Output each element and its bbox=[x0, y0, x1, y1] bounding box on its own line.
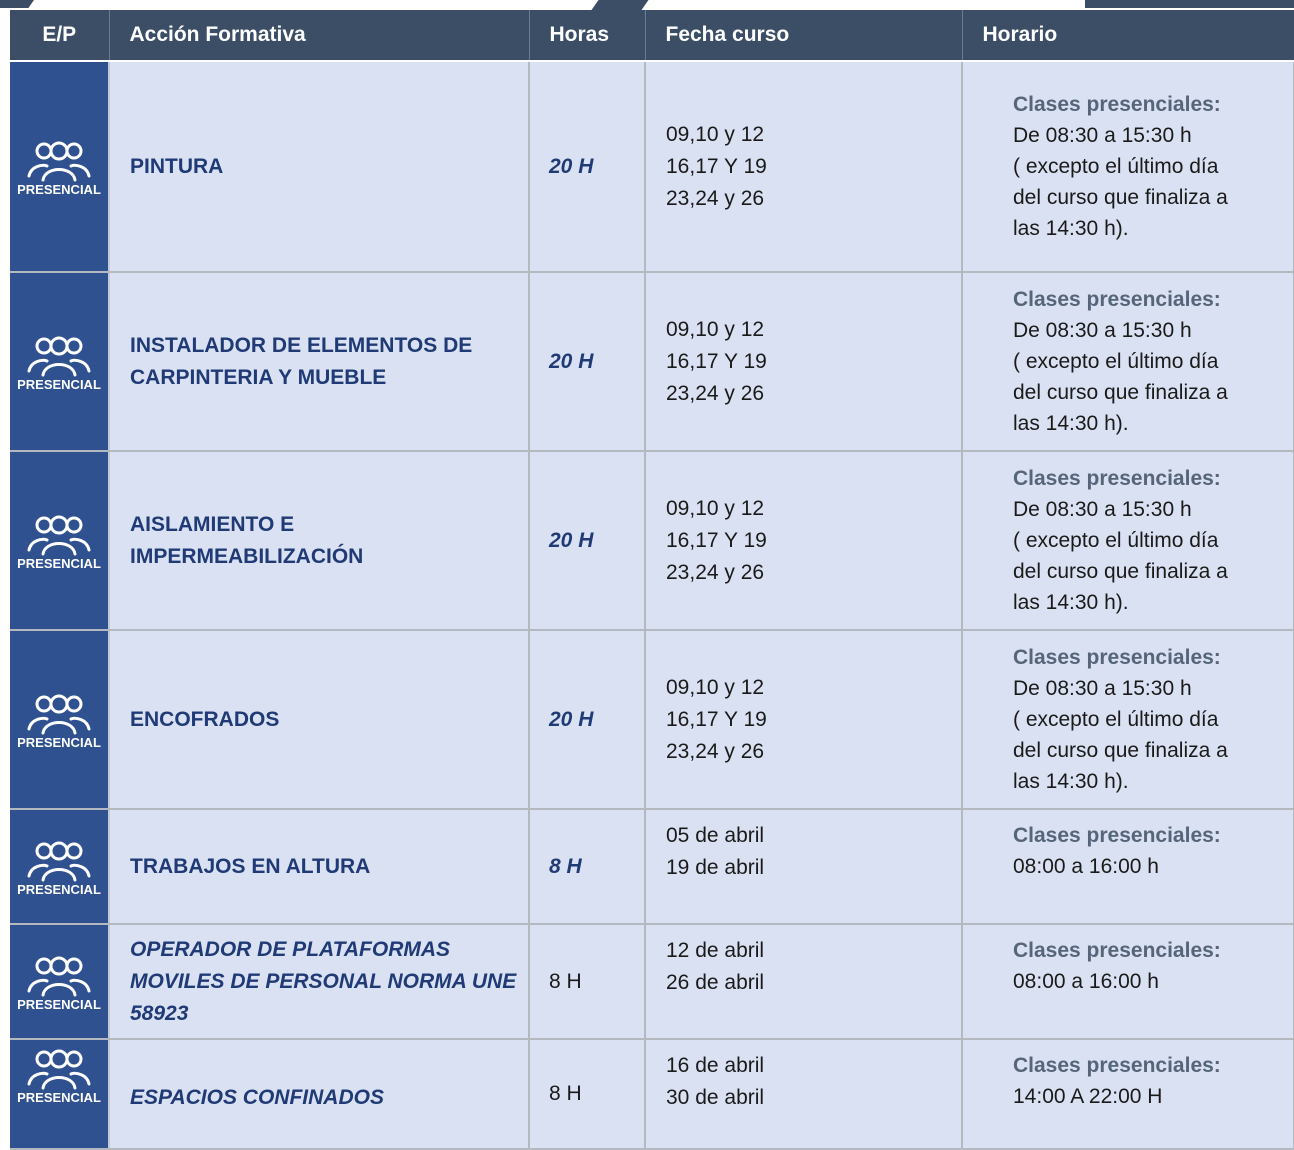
people-group-icon bbox=[23, 136, 95, 184]
mode-cell bbox=[10, 272, 109, 451]
date-line: 09,10 y 12 bbox=[666, 675, 765, 699]
course-hours: 8 H bbox=[549, 969, 582, 993]
schedule-line: ( excepto el último día bbox=[1013, 708, 1219, 731]
schedule-title: Clases presenciales: bbox=[1013, 467, 1221, 490]
people-group-icon bbox=[23, 836, 95, 884]
date-cell bbox=[645, 451, 962, 630]
schedule-line: las 14:30 h). bbox=[1013, 217, 1129, 240]
date-line: 26 de abril bbox=[666, 971, 765, 994]
course-cell bbox=[109, 630, 529, 809]
header-schedule: Horario bbox=[962, 10, 1294, 61]
header-hours: Horas bbox=[529, 10, 645, 61]
schedule-line: De 08:30 a 15:30 h bbox=[1013, 498, 1192, 521]
date-line: 12 de abril bbox=[666, 939, 765, 962]
schedule-cell bbox=[962, 924, 1294, 1039]
schedule-cell bbox=[962, 451, 1294, 630]
course-cell bbox=[109, 1039, 529, 1149]
course-name: AISLAMIENTO E IMPERMEABILIZACIÓN bbox=[130, 512, 364, 568]
mode-cell bbox=[10, 924, 109, 1039]
schedule-line: ( excepto el último día bbox=[1013, 529, 1219, 552]
schedule-title: Clases presenciales: bbox=[1013, 288, 1221, 311]
date-cell bbox=[645, 809, 962, 924]
schedule-cell bbox=[962, 61, 1294, 272]
schedule-title: Clases presenciales: bbox=[1013, 93, 1221, 116]
schedule-title: Clases presenciales: bbox=[1013, 646, 1221, 669]
schedule-line: De 08:30 a 15:30 h bbox=[1013, 677, 1192, 700]
mode-cell bbox=[10, 809, 109, 924]
course-cell bbox=[109, 272, 529, 451]
table-row bbox=[10, 272, 1294, 451]
mode-label: PRESENCIAL bbox=[17, 735, 101, 750]
date-line: 23,24 y 26 bbox=[666, 560, 765, 584]
course-hours: 8 H bbox=[549, 1082, 582, 1105]
header-date: Fecha curso bbox=[645, 10, 962, 61]
mode-label: PRESENCIAL bbox=[17, 377, 101, 392]
schedule-cell bbox=[962, 630, 1294, 809]
mode-cell bbox=[10, 630, 109, 809]
course-hours: 20 H bbox=[549, 528, 594, 552]
top-decoration bbox=[0, 0, 1294, 10]
schedule-line: del curso que finaliza a bbox=[1013, 186, 1228, 209]
course-name: OPERADOR DE PLATAFORMAS MOVILES DE PERSONAL NORMA UNE 58923 bbox=[130, 937, 517, 1025]
schedule-title: Clases presenciales: bbox=[1013, 939, 1221, 962]
people-group-icon bbox=[23, 331, 95, 379]
mode-label: PRESENCIAL bbox=[17, 556, 101, 571]
hours-cell bbox=[529, 809, 645, 924]
schedule-line: 14:00 A 22:00 H bbox=[1013, 1085, 1163, 1108]
course-hours: 20 H bbox=[549, 707, 594, 731]
people-group-icon bbox=[23, 1044, 95, 1092]
schedule-line: ( excepto el último día bbox=[1013, 350, 1219, 373]
header-row bbox=[10, 10, 1294, 61]
date-line: 16,17 Y 19 bbox=[666, 349, 767, 373]
schedule-line: 08:00 a 16:00 h bbox=[1013, 855, 1159, 878]
schedule-line: las 14:30 h). bbox=[1013, 412, 1129, 435]
hours-cell bbox=[529, 451, 645, 630]
date-line: 09,10 y 12 bbox=[666, 496, 765, 520]
date-line: 19 de abril bbox=[666, 856, 765, 879]
mode-label: PRESENCIAL bbox=[17, 882, 101, 897]
date-cell bbox=[645, 272, 962, 451]
mode-label: PRESENCIAL bbox=[17, 997, 101, 1012]
schedule-title: Clases presenciales: bbox=[1013, 824, 1221, 847]
header-action: Acción Formativa bbox=[109, 10, 529, 61]
course-name: ENCOFRADOS bbox=[130, 707, 280, 731]
schedule-cell bbox=[962, 809, 1294, 924]
schedule-line: De 08:30 a 15:30 h bbox=[1013, 319, 1192, 342]
table-row bbox=[10, 451, 1294, 630]
date-line: 23,24 y 26 bbox=[666, 381, 765, 405]
schedule-line: las 14:30 h). bbox=[1013, 770, 1129, 793]
schedule-line: del curso que finaliza a bbox=[1013, 381, 1228, 404]
schedule-line: del curso que finaliza a bbox=[1013, 560, 1228, 583]
date-line: 16,17 Y 19 bbox=[666, 707, 767, 731]
mode-cell bbox=[10, 61, 109, 272]
date-cell bbox=[645, 924, 962, 1039]
mode-label: PRESENCIAL bbox=[17, 1090, 101, 1105]
table-row bbox=[10, 924, 1294, 1039]
course-name: INSTALADOR DE ELEMENTOS DE CARPINTERIA Y MUEBLE bbox=[130, 333, 473, 389]
table-row bbox=[10, 630, 1294, 809]
date-line: 16,17 Y 19 bbox=[666, 528, 767, 552]
schedule-line: ( excepto el último día bbox=[1013, 155, 1219, 178]
date-cell bbox=[645, 61, 962, 272]
date-line: 16 de abril bbox=[666, 1054, 765, 1077]
hours-cell bbox=[529, 61, 645, 272]
date-line: 16,17 Y 19 bbox=[666, 154, 767, 178]
schedule-line: las 14:30 h). bbox=[1013, 591, 1129, 614]
date-line: 30 de abril bbox=[666, 1086, 765, 1109]
people-group-icon bbox=[23, 689, 95, 737]
hours-cell bbox=[529, 630, 645, 809]
table-row bbox=[10, 61, 1294, 272]
date-cell bbox=[645, 1039, 962, 1149]
course-cell bbox=[109, 451, 529, 630]
course-hours: 20 H bbox=[549, 154, 594, 178]
schedule-line: De 08:30 a 15:30 h bbox=[1013, 124, 1192, 147]
course-cell bbox=[109, 924, 529, 1039]
course-cell bbox=[109, 61, 529, 272]
schedule-cell bbox=[962, 1039, 1294, 1149]
date-line: 23,24 y 26 bbox=[666, 186, 765, 210]
date-line: 09,10 y 12 bbox=[666, 317, 765, 341]
mode-label: PRESENCIAL bbox=[17, 182, 101, 197]
course-name: PINTURA bbox=[130, 154, 224, 178]
course-hours: 20 H bbox=[549, 349, 594, 373]
people-group-icon bbox=[23, 510, 95, 558]
people-group-icon bbox=[23, 951, 95, 999]
header-ep: E/P bbox=[10, 10, 109, 61]
schedule-line: 08:00 a 16:00 h bbox=[1013, 970, 1159, 993]
course-hours: 8 H bbox=[549, 854, 582, 878]
schedule-line: del curso que finaliza a bbox=[1013, 739, 1228, 762]
hours-cell bbox=[529, 272, 645, 451]
date-line: 23,24 y 26 bbox=[666, 739, 765, 763]
hours-cell bbox=[529, 1039, 645, 1149]
mode-cell bbox=[10, 451, 109, 630]
table-row bbox=[10, 809, 1294, 924]
table-row bbox=[10, 1039, 1294, 1149]
course-cell bbox=[109, 809, 529, 924]
date-cell bbox=[645, 630, 962, 809]
mode-cell bbox=[10, 1039, 109, 1149]
course-table bbox=[10, 10, 1294, 1150]
schedule-title: Clases presenciales: bbox=[1013, 1054, 1221, 1077]
date-line: 09,10 y 12 bbox=[666, 122, 765, 146]
hours-cell bbox=[529, 924, 645, 1039]
date-line: 05 de abril bbox=[666, 824, 765, 847]
schedule-cell bbox=[962, 272, 1294, 451]
course-name: ESPACIOS CONFINADOS bbox=[130, 1086, 384, 1109]
course-name: TRABAJOS EN ALTURA bbox=[130, 854, 371, 878]
